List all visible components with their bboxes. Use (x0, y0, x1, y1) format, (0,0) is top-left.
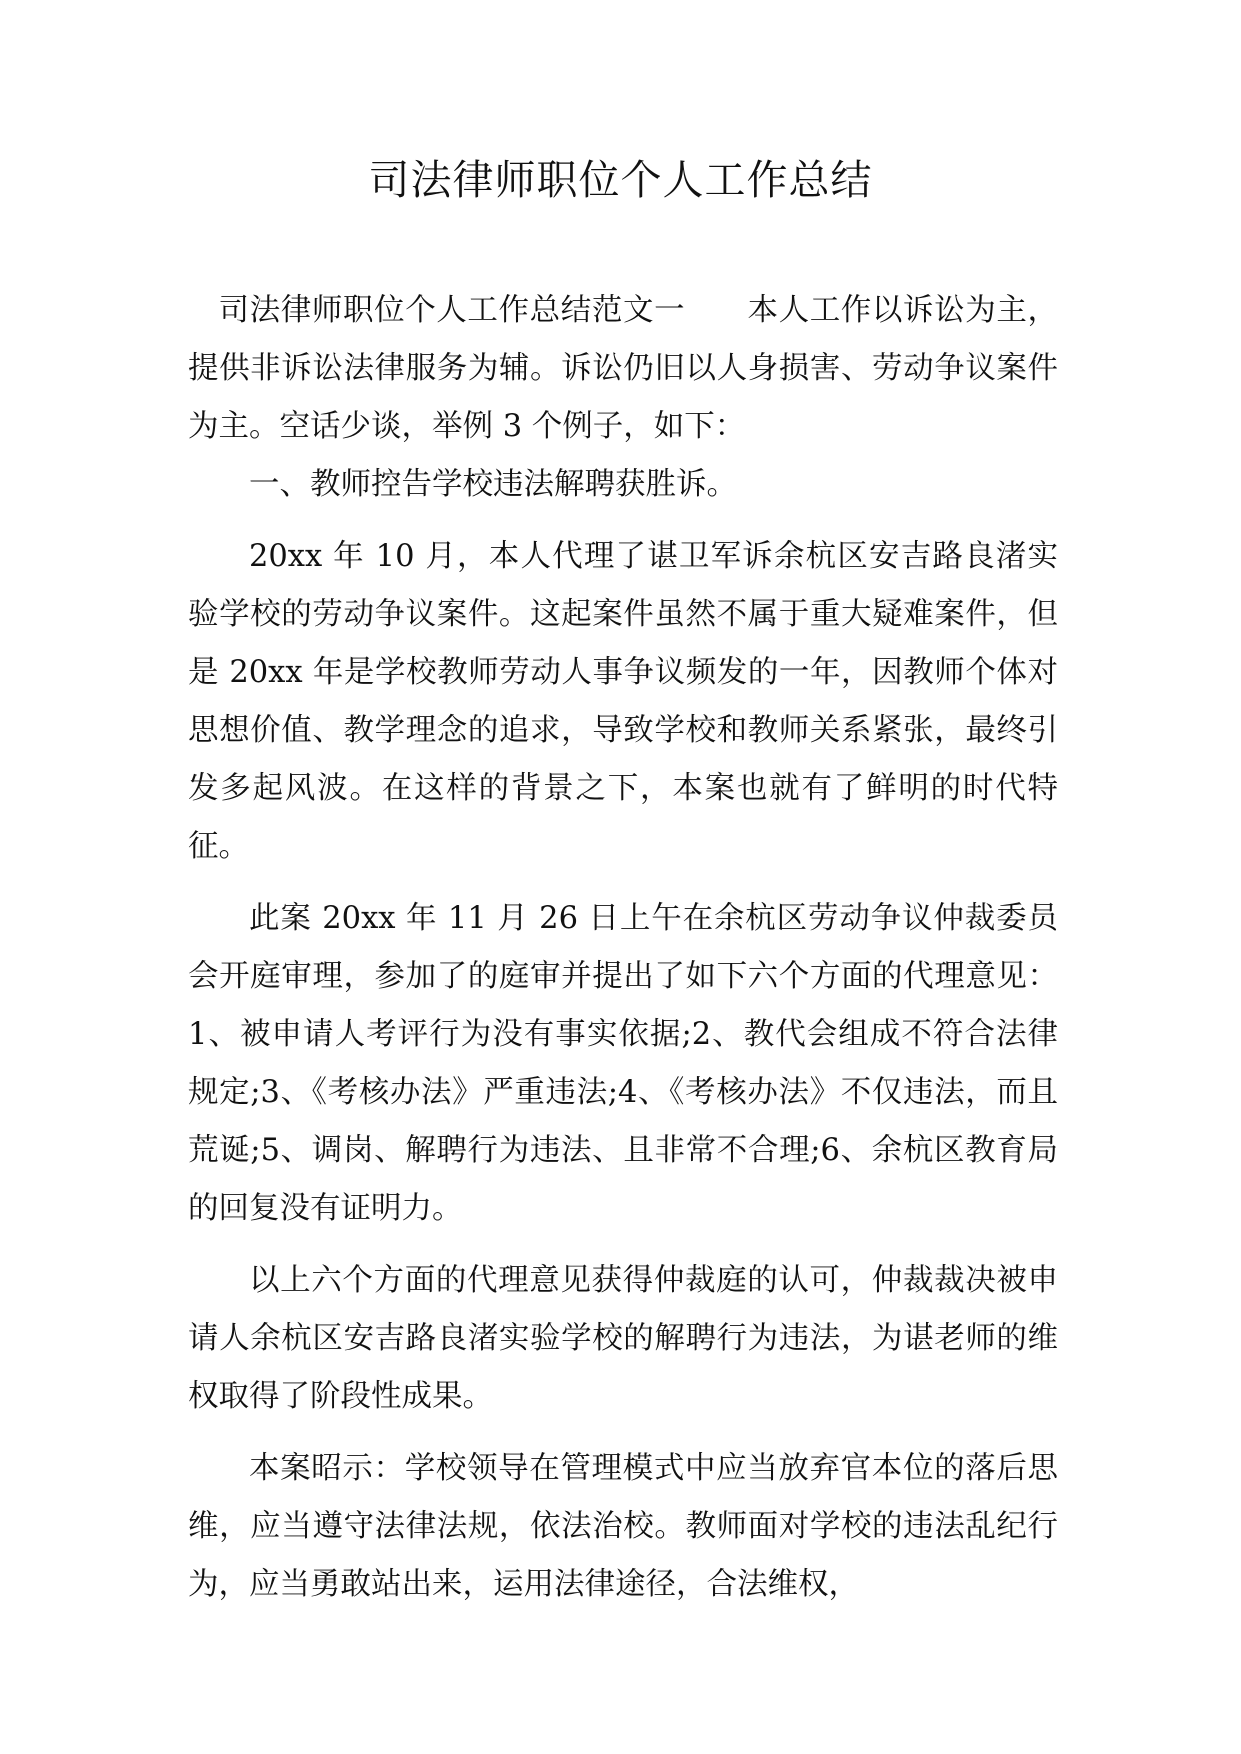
document-body (188, 282, 1058, 1614)
body-paragraph-case-background: 20xx 年 10 月，本人代理了谌卫军诉余杭区安吉路良渚实验学校的劳动争议案件。这起案件虽然不属于重大疑难案件，但是 20xx 年是学校教师劳动人事争议频发的一年，因教师个体对思想价值、教学理念的追求，导致学校和教师关系紧张，最终引发多起风波。在这样的背景之下，本案也就有了鲜明的时代特征。 (188, 539, 1058, 864)
document-title: 司法律师职位个人工作总结 (368, 156, 873, 204)
section-heading-case-one: 一、教师控告学校违法解聘获胜诉。 (249, 467, 737, 502)
body-paragraph-intro: 司法律师职位个人工作总结范文一 本人工作以诉讼为主，提供非诉讼法律服务为辅。诉讼仍旧以人身损害、劳动争议案件为主。空话少谈，举例 3 个例子，如下： (188, 293, 1058, 444)
body-paragraph-ruling: 以上六个方面的代理意见获得仲裁庭的认可，仲裁裁决被申请人余杭区安吉路良渚实验学校的解聘行为违法，为谌老师的维权取得了阶段性成果。 (188, 1263, 1058, 1414)
body-paragraph-lesson: 本案昭示：学校领导在管理模式中应当放弃官本位的落后思维，应当遵守法律法规，依法治校。教师面对学校的违法乱纪行为，应当勇敢站出来，运用法律途径，合法维权， (188, 1451, 1058, 1602)
body-paragraph-trial-opinions: 此案 20xx 年 11 月 26 日上午在余杭区劳动争议仲裁委员会开庭审理，参加了的庭审并提出了如下六个方面的代理意见：1、被申请人考评行为没有事实依据;2、教代会组成不符合法律规定;3、《考核办法》严重违法;4、《考核办法》不仅违法，而且荒诞;5、调岗、解聘行为违法、且非常不合理;6、余杭区教育局的回复没有证明力。 (188, 901, 1058, 1226)
